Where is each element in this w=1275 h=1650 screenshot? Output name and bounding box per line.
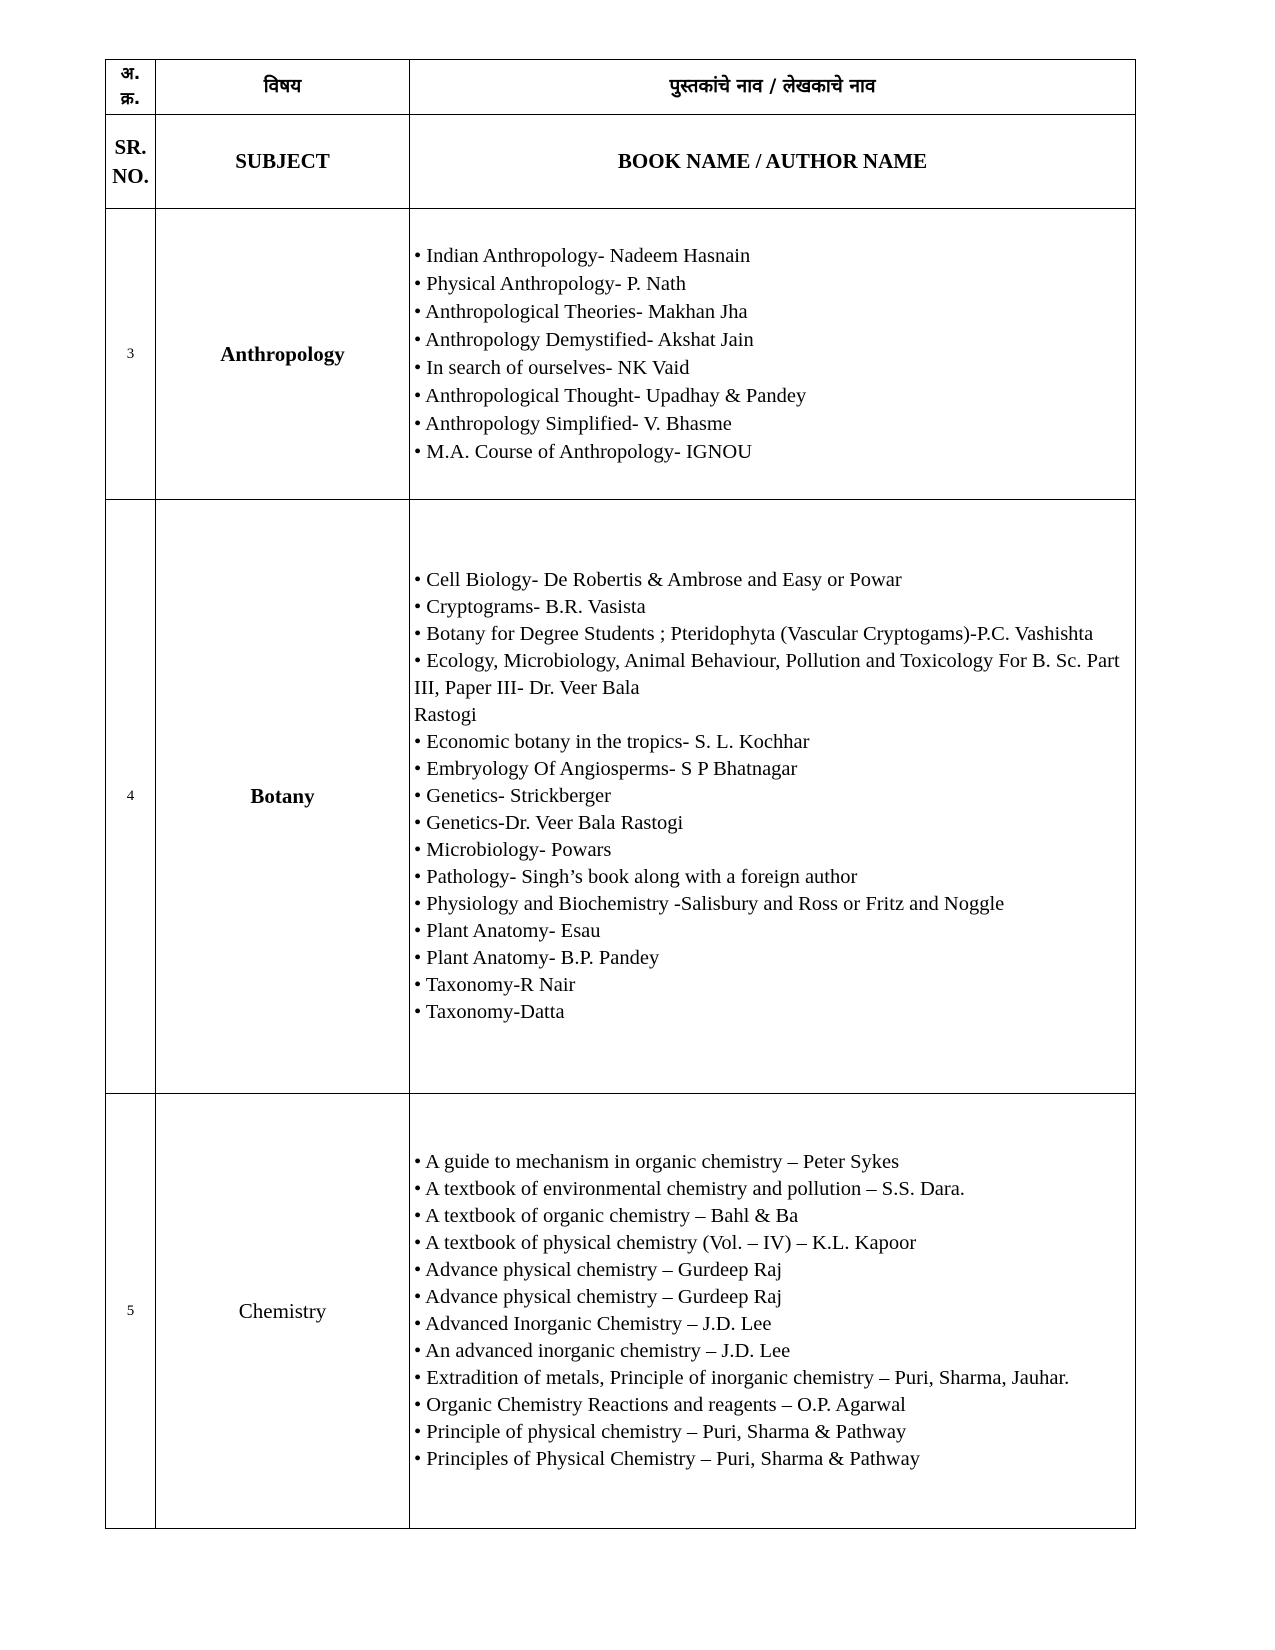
book-item: • Cryptograms- B.R. Vasista bbox=[414, 596, 646, 618]
book-list bbox=[414, 1149, 1129, 1473]
header-subject-english: SUBJECT bbox=[156, 115, 410, 209]
header-sr-marathi-line2: क्र. bbox=[120, 89, 141, 109]
book-item: • A textbook of organic chemistry – Bahl & Ba bbox=[414, 1205, 799, 1227]
book-item: • A guide to mechanism in organic chemistry – Peter Sykes bbox=[414, 1151, 900, 1173]
book-item: • Principles of Physical Chemistry – Puri, Sharma & Pathway bbox=[414, 1448, 920, 1470]
book-item: • Embryology Of Angiosperms- S P Bhatnagar bbox=[414, 758, 798, 780]
subject-name: Chemistry bbox=[156, 1094, 410, 1529]
book-list bbox=[414, 567, 1129, 1026]
book-item: • Advance physical chemistry – Gurdeep Raj bbox=[414, 1259, 783, 1281]
book-item: • M.A. Course of Anthropology- IGNOU bbox=[414, 441, 752, 463]
header-sr-marathi-line1: अ. bbox=[120, 64, 141, 84]
book-item: • Genetics- Strickberger bbox=[414, 785, 611, 807]
book-item: • Advanced Inorganic Chemistry – J.D. Lee bbox=[414, 1313, 772, 1335]
book-item: • Ecology, Microbiology, Animal Behaviour, Pollution and Toxicology For B. Sc. Part III, Paper III- Dr. Veer Bala bbox=[414, 650, 1120, 699]
header-sr-english bbox=[106, 115, 156, 209]
book-item: • In search of ourselves- NK Vaid bbox=[414, 357, 690, 379]
table-row-botany bbox=[106, 500, 1136, 1094]
book-item: • An advanced inorganic chemistry – J.D. Lee bbox=[414, 1340, 791, 1362]
book-item: • Principle of physical chemistry – Puri, Sharma & Pathway bbox=[414, 1421, 907, 1443]
book-item: Rastogi bbox=[414, 704, 477, 726]
sr-number: 3 bbox=[106, 209, 156, 500]
book-list-cell bbox=[410, 500, 1136, 1094]
book-item: • Pathology- Singh’s book along with a foreign author bbox=[414, 866, 858, 888]
book-item: • A textbook of environmental chemistry and pollution – S.S. Dara. bbox=[414, 1178, 965, 1200]
book-list-cell bbox=[410, 1094, 1136, 1529]
book-item: • Anthropology Demystified- Akshat Jain bbox=[414, 329, 754, 351]
book-list bbox=[414, 242, 1129, 466]
book-item: • Genetics-Dr. Veer Bala Rastogi bbox=[414, 812, 684, 834]
book-item: • Physical Anthropology- P. Nath bbox=[414, 273, 686, 295]
book-item: • Indian Anthropology- Nadeem Hasnain bbox=[414, 245, 751, 267]
book-item: • Plant Anatomy- Esau bbox=[414, 920, 601, 942]
header-sr-marathi bbox=[106, 60, 156, 115]
book-list-cell bbox=[410, 209, 1136, 500]
header-row-marathi bbox=[106, 60, 1136, 115]
book-item: • Microbiology- Powars bbox=[414, 839, 612, 861]
book-item: • A textbook of physical chemistry (Vol. – IV) – K.L. Kapoor bbox=[414, 1232, 917, 1254]
subject-name: Botany bbox=[156, 500, 410, 1094]
table-row-chemistry bbox=[106, 1094, 1136, 1529]
header-row-english bbox=[106, 115, 1136, 209]
book-item: • Anthropological Theories- Makhan Jha bbox=[414, 301, 748, 323]
header-sr-english-line1: SR. bbox=[114, 134, 147, 159]
header-sr-english-line2: NO. bbox=[112, 163, 149, 188]
header-subject-marathi: विषय bbox=[156, 60, 410, 115]
book-list-table bbox=[105, 59, 1136, 1529]
book-item: • Organic Chemistry Reactions and reagents – O.P. Agarwal bbox=[414, 1394, 906, 1416]
book-item: • Physiology and Biochemistry -Salisbury and Ross or Fritz and Noggle bbox=[414, 893, 1005, 915]
header-books-english: BOOK NAME / AUTHOR NAME bbox=[410, 115, 1136, 209]
book-item: • Extradition of metals, Principle of inorganic chemistry – Puri, Sharma, Jauhar. bbox=[414, 1367, 1070, 1389]
book-item: • Taxonomy-R Nair bbox=[414, 974, 576, 996]
book-item: • Anthropology Simplified- V. Bhasme bbox=[414, 413, 732, 435]
sr-number: 5 bbox=[106, 1094, 156, 1529]
book-item: • Economic botany in the tropics- S. L. Kochhar bbox=[414, 731, 810, 753]
book-item: • Plant Anatomy- B.P. Pandey bbox=[414, 947, 660, 969]
book-item: • Taxonomy-Datta bbox=[414, 1001, 565, 1023]
book-item: • Advance physical chemistry – Gurdeep Raj bbox=[414, 1286, 783, 1308]
subject-name: Anthropology bbox=[156, 209, 410, 500]
book-item: • Anthropological Thought- Upadhay & Pandey bbox=[414, 385, 807, 407]
table-row-anthropology bbox=[106, 209, 1136, 500]
book-item: • Cell Biology- De Robertis & Ambrose and Easy or Powar bbox=[414, 569, 902, 591]
book-item: • Botany for Degree Students ; Pteridophyta (Vascular Cryptogams)-P.C. Vashishta bbox=[414, 623, 1094, 645]
sr-number: 4 bbox=[106, 500, 156, 1094]
header-books-marathi: पुस्तकांचे नाव / लेखकाचे नाव bbox=[410, 60, 1136, 115]
